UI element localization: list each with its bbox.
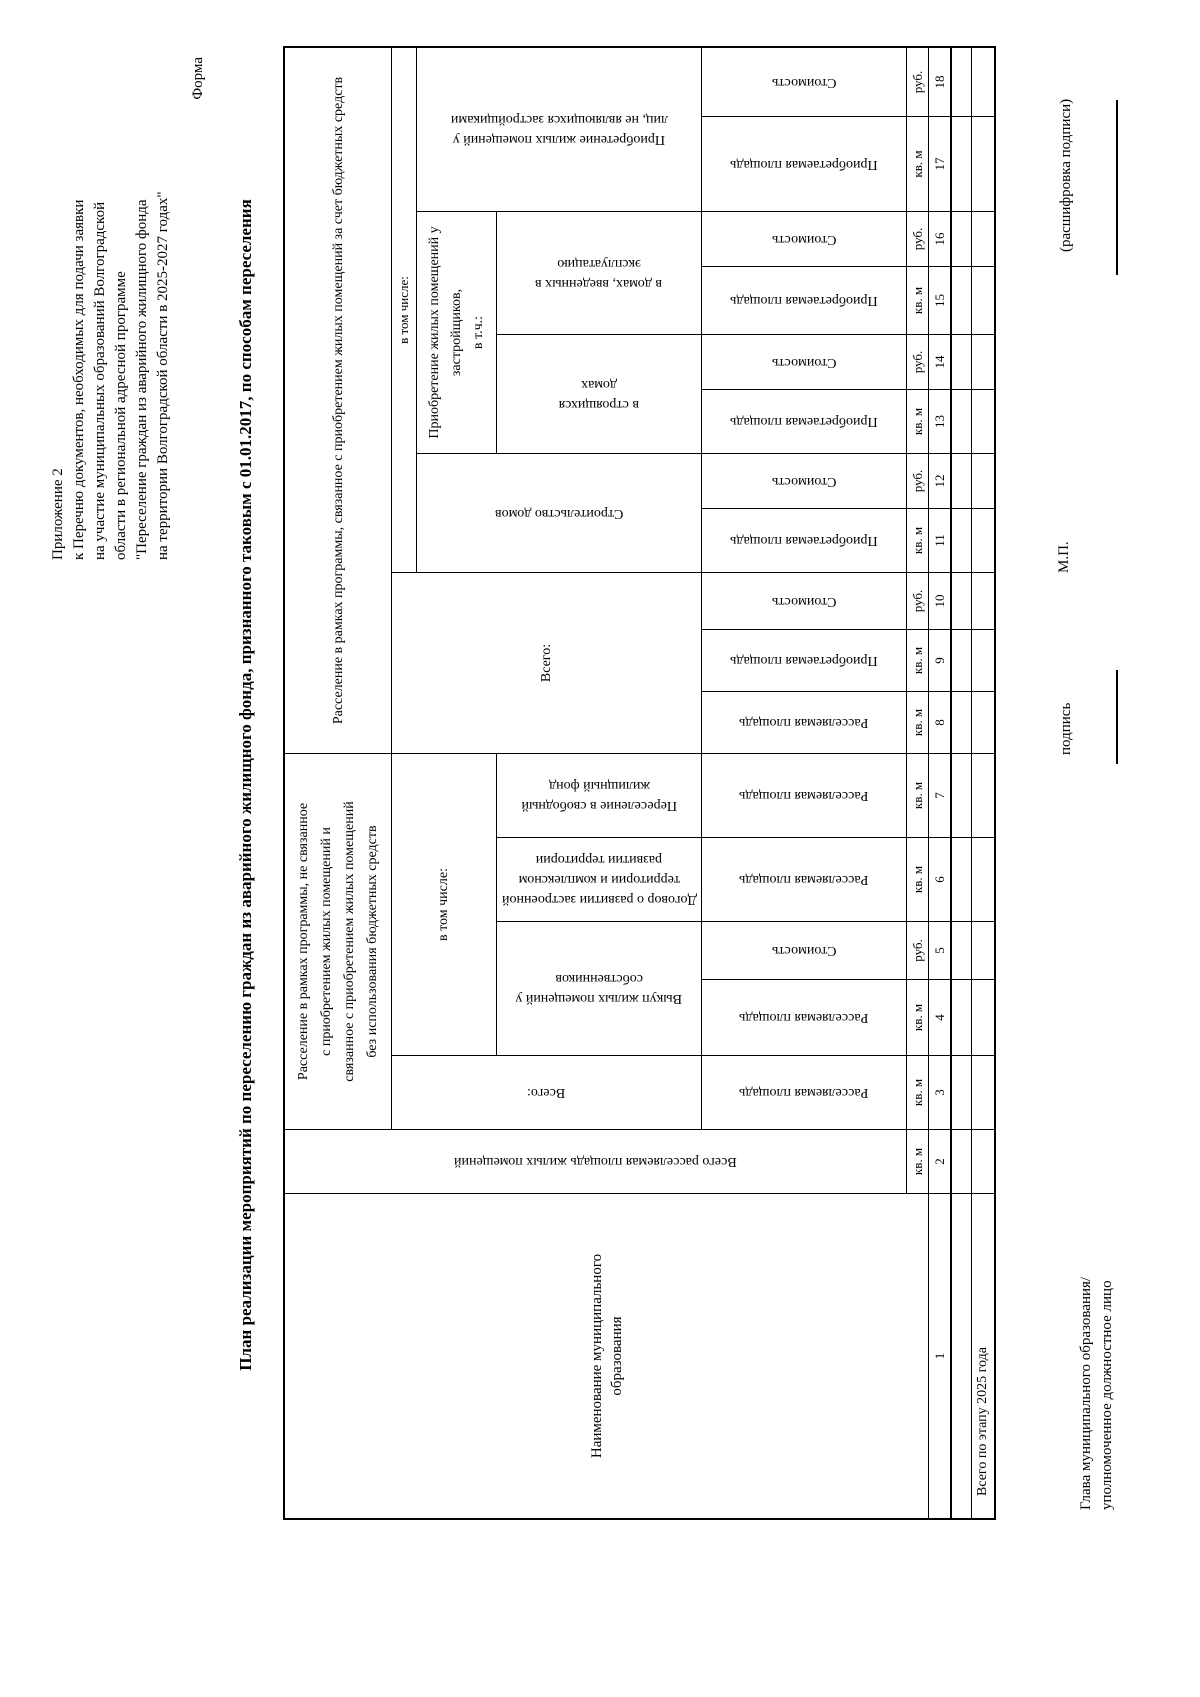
leaf-header-cell bbox=[702, 691, 907, 753]
column-number-cell: 5 bbox=[929, 921, 952, 979]
document-title: План реализации мероприятий по переселению граждан из аварийного жилищного фонда, признанного таковым с 01.01.2017, по способам переселения bbox=[236, 199, 255, 1371]
municipality-header-line: Наименование муниципального bbox=[588, 1253, 605, 1459]
data-cell bbox=[972, 508, 994, 572]
in-constructing-cell bbox=[497, 334, 702, 453]
leaf-header-text: Стоимость bbox=[771, 232, 837, 247]
total-left-text: Всего: bbox=[527, 1085, 566, 1101]
column-number-cell: 16 bbox=[929, 211, 952, 266]
leaf-header-cell bbox=[702, 334, 907, 389]
data-cell bbox=[952, 979, 972, 1055]
data-cell bbox=[972, 266, 994, 334]
unit-cell: кв. м bbox=[907, 837, 929, 921]
data-cell bbox=[972, 691, 994, 753]
column-number-cell: 6 bbox=[929, 837, 952, 921]
in-constructing-text: в строящихся домах bbox=[558, 377, 640, 412]
unit-cell: кв. м bbox=[907, 389, 929, 453]
program-group-left-cell bbox=[285, 753, 392, 1129]
data-cell bbox=[952, 691, 972, 753]
leaf-header-cell bbox=[702, 837, 907, 921]
construction-cell bbox=[417, 453, 702, 572]
stamp-label: М.П. bbox=[1056, 541, 1072, 573]
data-cell bbox=[972, 116, 994, 211]
appendix-line: на участие муниципальных образований Волгоградской bbox=[92, 201, 108, 560]
from-developers-line: в т.ч.: bbox=[470, 315, 486, 350]
data-cell bbox=[952, 389, 972, 453]
leaf-header-text: Стоимость bbox=[771, 75, 837, 90]
program-group-left-line: связанное с приобретением жилых помещений bbox=[342, 801, 357, 1082]
unit-cell: кв. м bbox=[907, 629, 929, 691]
including-right-cell bbox=[392, 48, 417, 572]
total-right-text: Всего: bbox=[538, 643, 554, 683]
data-cell bbox=[972, 921, 994, 979]
leaf-header-cell bbox=[702, 48, 907, 116]
data-cell bbox=[952, 1193, 972, 1518]
column-number-cell: 4 bbox=[929, 979, 952, 1055]
appendix-line: "Переселение граждан из аварийного жилищного фонда bbox=[134, 199, 150, 560]
data-cell bbox=[952, 48, 972, 116]
unit-cell: руб. bbox=[907, 48, 929, 116]
buyout-owners-text: Выкуп жилых помещений у собственников bbox=[515, 971, 683, 1007]
buyout-owners-cell bbox=[497, 921, 702, 1055]
free-fund-cell bbox=[497, 753, 702, 837]
data-cell bbox=[952, 211, 972, 266]
unit-cell: руб. bbox=[907, 211, 929, 266]
program-group-left-line: Расселение в рамках программы, не связанное bbox=[296, 802, 311, 1081]
leaf-header-text: Стоимость bbox=[771, 355, 837, 370]
leaf-header-text: Расселяемая площадь bbox=[739, 1010, 869, 1026]
program-group-right-cell bbox=[285, 48, 392, 753]
program-group-right-text: Расселение в рамках программы, связанное с приобретением жилых помещений за счет бюджетных средств bbox=[330, 76, 346, 725]
leaf-header-cell bbox=[702, 453, 907, 508]
unit-cell: руб. bbox=[907, 572, 929, 629]
construction-text: Строительство домов bbox=[494, 506, 624, 521]
data-cell bbox=[952, 453, 972, 508]
column-number-cell: 14 bbox=[929, 334, 952, 389]
data-cell bbox=[952, 1055, 972, 1129]
column-number-cell: 8 bbox=[929, 691, 952, 753]
column-number-cell: 15 bbox=[929, 266, 952, 334]
leaf-header-cell bbox=[702, 572, 907, 629]
data-cell bbox=[972, 837, 994, 921]
data-cell bbox=[972, 48, 994, 116]
leaf-header-cell bbox=[702, 508, 907, 572]
column-number-cell: 10 bbox=[929, 572, 952, 629]
including-left-cell bbox=[392, 753, 497, 1055]
column-number-cell: 18 bbox=[929, 48, 952, 116]
leaf-header-text: Приобретаемая площадь bbox=[730, 533, 878, 549]
unit-cell: кв. м bbox=[907, 979, 929, 1055]
unit-cell: кв. м bbox=[907, 753, 929, 837]
unit-cell: кв. м bbox=[907, 508, 929, 572]
leaf-header-cell bbox=[702, 211, 907, 266]
appendix-line: к Перечню документов, необходимых для подачи заявки bbox=[71, 199, 87, 560]
leaf-header-text: Стоимость bbox=[771, 474, 837, 489]
in-commissioned-cell bbox=[497, 211, 702, 334]
including-right-text: в том числе: bbox=[396, 276, 411, 344]
leaf-header-text: Приобретаемая площадь bbox=[730, 653, 878, 669]
data-cell bbox=[952, 629, 972, 691]
unit-cell: кв. м bbox=[907, 116, 929, 211]
data-cell bbox=[952, 753, 972, 837]
total-area-header-text: Всего расселяемая площадь жилых помещений bbox=[454, 1154, 737, 1170]
leaf-header-text: Расселяемая площадь bbox=[739, 872, 869, 888]
leaf-header-text: Приобретаемая площадь bbox=[730, 157, 878, 172]
from-developers-cell bbox=[417, 211, 497, 453]
program-group-left-line: с приобретением жилых помещений и bbox=[319, 827, 334, 1056]
total-stage-label-cell bbox=[972, 1193, 994, 1518]
data-cell bbox=[972, 979, 994, 1055]
appendix-line: Приложение 2 bbox=[50, 468, 66, 560]
from-developers-line: Приобретение жилых помещений у bbox=[426, 226, 442, 439]
column-number-cell: 13 bbox=[929, 389, 952, 453]
unit-cell: кв. м bbox=[907, 691, 929, 753]
appendix-note bbox=[48, 191, 174, 560]
unit-cell: кв. м bbox=[907, 1129, 929, 1193]
appendix-line: области в региональной адресной программе bbox=[113, 271, 129, 560]
column-number-cell: 17 bbox=[929, 116, 952, 211]
unit-cell: руб. bbox=[907, 921, 929, 979]
program-group-left-line: без использования бюджетных средств bbox=[365, 825, 380, 1058]
leaf-header-text: Приобретаемая площадь bbox=[730, 414, 878, 430]
data-cell bbox=[952, 116, 972, 211]
leaf-header-cell bbox=[702, 629, 907, 691]
column-number-cell: 9 bbox=[929, 629, 952, 691]
data-cell bbox=[972, 572, 994, 629]
non-developers-cell bbox=[417, 48, 702, 211]
including-left-text: в том числе: bbox=[436, 868, 451, 941]
leaf-header-cell bbox=[702, 266, 907, 334]
leaf-header-text: Стоимость bbox=[771, 594, 837, 609]
development-agreement-cell bbox=[497, 837, 702, 921]
column-number-cell: 2 bbox=[929, 1129, 952, 1193]
total-stage-label: Всего по этапу 2025 года bbox=[975, 1347, 990, 1496]
data-cell bbox=[952, 921, 972, 979]
development-agreement-text: Договор о развитии застроенной территории и комплексном развитии территории bbox=[501, 852, 697, 908]
leaf-header-text: Расселяемая площадь bbox=[739, 1085, 869, 1101]
leaf-header-cell bbox=[702, 979, 907, 1055]
data-cell bbox=[952, 572, 972, 629]
column-number-cell: 7 bbox=[929, 753, 952, 837]
signature-decode-label: (расшифровка подписи) bbox=[1058, 98, 1074, 252]
municipality-header-line: образования bbox=[608, 1316, 625, 1396]
data-cell bbox=[972, 753, 994, 837]
unit-cell: руб. bbox=[907, 334, 929, 389]
data-cell bbox=[952, 334, 972, 389]
leaf-header-cell bbox=[702, 116, 907, 211]
data-cell bbox=[972, 1129, 994, 1193]
total-area-header-cell bbox=[285, 1129, 907, 1193]
data-cell bbox=[972, 453, 994, 508]
signature-line bbox=[1116, 670, 1118, 764]
leaf-header-cell bbox=[702, 1055, 907, 1129]
data-cell bbox=[972, 389, 994, 453]
from-developers-line: застройщиков, bbox=[448, 288, 464, 377]
municipality-header-cell bbox=[285, 1193, 929, 1518]
signature-decode-line bbox=[1116, 100, 1118, 275]
data-cell bbox=[952, 266, 972, 334]
leaf-header-cell bbox=[702, 921, 907, 979]
data-cell bbox=[972, 1055, 994, 1129]
total-right-cell bbox=[392, 572, 702, 753]
leaf-header-text: Стоимость bbox=[771, 943, 837, 959]
appendix-line: на территории Волгоградской области в 2025-2027 годах" bbox=[155, 191, 171, 560]
leaf-header-text: Приобретаемая площадь bbox=[730, 293, 878, 309]
non-developers-text: Приобретение жилых помещений у лиц, не являющихся застройщиками bbox=[450, 112, 668, 148]
data-cell bbox=[952, 1129, 972, 1193]
plan-table bbox=[283, 46, 996, 1520]
signature-sign-label: подпись bbox=[1058, 702, 1074, 755]
signature-official-line: уполномоченное должностное лицо bbox=[1099, 1280, 1115, 1510]
signature-official-title bbox=[1076, 1277, 1118, 1510]
free-fund-text: Переселение в свободный жилищный фонд bbox=[521, 778, 677, 814]
data-cell bbox=[972, 629, 994, 691]
total-left-cell bbox=[392, 1055, 702, 1129]
data-cell bbox=[972, 334, 994, 389]
leaf-header-cell bbox=[702, 753, 907, 837]
in-commissioned-text: в домах, введенных в эксплуатацию bbox=[535, 256, 663, 291]
column-number-cell: 3 bbox=[929, 1055, 952, 1129]
signature-official-line: Глава муниципального образования/ bbox=[1078, 1276, 1094, 1510]
unit-cell: кв. м bbox=[907, 266, 929, 334]
column-number-cell: 12 bbox=[929, 453, 952, 508]
unit-cell: руб. bbox=[907, 453, 929, 508]
data-cell bbox=[972, 211, 994, 266]
column-number-cell: 11 bbox=[929, 508, 952, 572]
leaf-header-text: Расселяемая площадь bbox=[739, 788, 869, 804]
column-number-cell: 1 bbox=[929, 1193, 952, 1518]
form-label: Форма bbox=[190, 57, 206, 100]
leaf-header-text: Расселяемая площадь bbox=[739, 715, 869, 731]
leaf-header-cell bbox=[702, 389, 907, 453]
unit-cell: кв. м bbox=[907, 1055, 929, 1129]
data-cell bbox=[952, 837, 972, 921]
data-cell bbox=[952, 508, 972, 572]
